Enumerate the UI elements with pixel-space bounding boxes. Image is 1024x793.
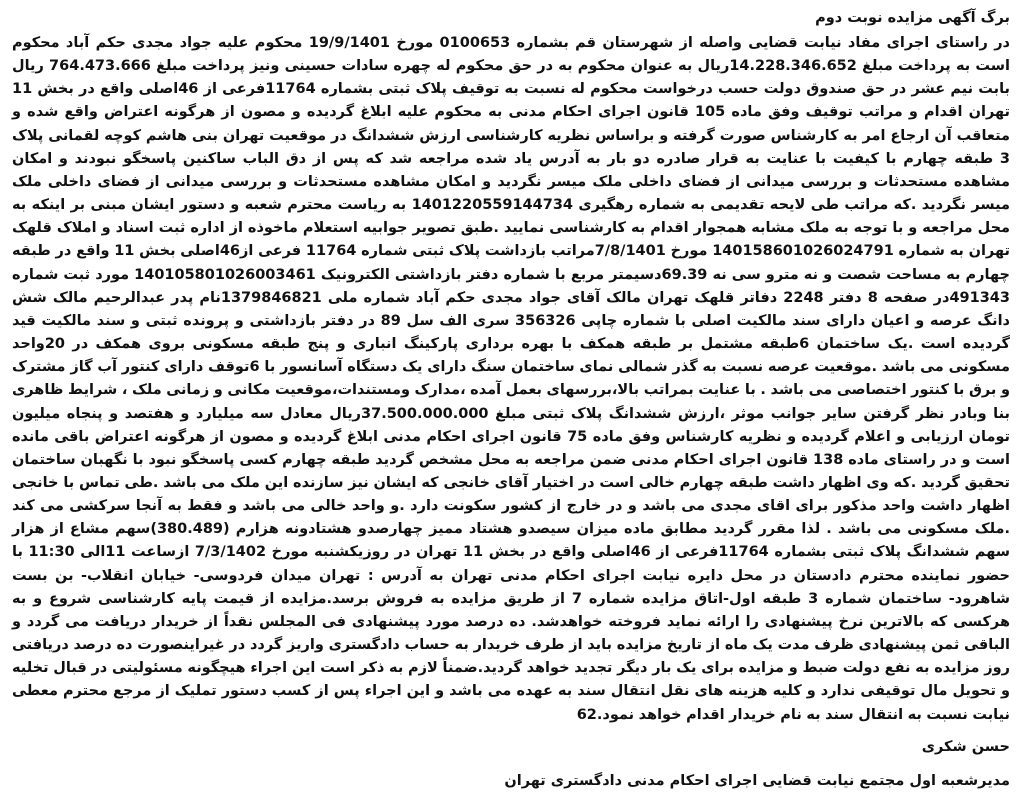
signatory-office: مدیرشعبه اول مجتمع نیابت قضایی اجرای احکام مدنی دادگستری تهران [504,772,1010,789]
notice-heading: برگ آگهی مزایده نوبت دوم [815,10,1010,26]
signatory-name: حسن شکری [921,738,1010,755]
notice-body: در راستای اجرای مفاد نیابت قضایی واصله از شهرستان قم بشماره 0100653 مورخ 19/9/1401 محکوم علیه جواد مجدی حکم آباد محکوم است به پرداخت مبلغ 14.228.346.652ریال به عنوان محکوم به در حق محکوم له چهره سادات حسینی ونیز پرداخت مبلغ 764.473.666 ریال بابت نیم عشر در حق صندوق دولت حسب درخواست محکوم له نسبت به توقیف پلاک ثبتی بشماره 11764فرعی از 46اصلی واقع در بخش 11 تهران اقدام و مراتب توقیف وفق ماده 105 قانون اجرای احکام مدنی به محکوم علیه ابلاغ گردیده و مصون از هرگونه اعتراض واقع شده و متعاقب آن ارجاع امر به کارشناس صورت گرفته و براساس نظریه کارشناسی ارزش ششدانگ در موقعیت تهران بنی هاشم کوچه لقمانی پلاک 3 طبقه چهارم با کیفیت با عنایت به قرار صادره دو بار به آدرس یاد شده مراجعه شد که پس از دق الباب ساکنین پاسخگو نبودند و امکان مشاهده مستحدثات و بررسی میدانی از فضای داخلی ملک میسر نگردید و امکان مشاهده مستحدثات و بررسی میدانی از فضای داخلی ملک میسر نگردید .که مراتب طی لایحه تقدیمی به شماره رهگیری 1401220559144734 به ریاست محترم شعبه و دستور ایشان مبنی بر اینکه به محل مراجعه و با توجه به ملک مشابه همجوار اقدام به کارشناسی نمایید .طبق تصویر جوابیه استعلام ماخوذه از اداره ثبت اسناد و املاک قلهک تهران به شماره 140158601026024791 مورخ 7/8/1401مراتب بازداشت پلاک ثبتی شماره 11764 فرعی از46اصلی بخش 11 واقع در طبقه چهارم به مساحت شصت و نه مترو سی نه 69.39دسیمتر مربع با شماره دفتر بازداشتی الکترونیک 140105801026003461 مورد ثبت شماره 491343در صفحه 8 دفتر 2248 دفاتر قلهک تهران مالک آقای جواد مجدی حکم آباد شماره ملی 1379846821نام پدر عبدالرحیم مالک شش دانگ عرصه و اعیان دارای سند مالکیت اصلی با شماره چاپی 356326 سری الف سل 89 در دفتر بازداشتی و پرونده ثبتی و سند مالکیت قید گردیده است .یک ساختمان 6طبقه مشتمل بر طبقه همکف با بهره برداری پارکینگ انباری و پنج طبقه مسکونی بروی همکف در 20واحد مسکونی می باشد .موقعیت عرصه نسبت به گذر شمالی نمای ساختمان سنگ دارای یک دستگاه آسانسور با 6توقف دارای کنتور آب گاز مشترک و برق با کنتور اختصاصی می باشد . با عنایت بمراتب بالا،بررسهای بعمل آمده ،مدارک ومستندات،موقعیت مکانی و زمانی ملک ، شرایط ظاهری بنا وبادر نظر گرفتن سایر جوانب موثر ،ارزش ششدانگ پلاک ثبتی مبلغ 37.500.000.000ریال معادل سه میلیارد و هفتصد و پنجاه میلیون تومان ارزیابی و اعلام گردیده و نظریه کارشناس وفق ماده 75 قانون اجرای احکام مدنی ابلاغ گردیده و مصون از هرگونه اعتراض باقی مانده است و در راستای ماده 138 قانون اجرای احکام مدنی ضمن مراجعه به محل مشخص گردید طبقه چهارم کسی پاسخگو نبود با نگهبان ساختمان تحقیق گردید .که وی اظهار داشت طبقه چهارم خالی است در اختیار آقای خانجی که ایشان نیز سازنده این ملک می باشد .طی تماس با خانجی اظهار داشت واحد مذکور برای اقای مجدی می باشد و در خارج از کشور سکونت دارد .و واحد خالی می باشد و فقط به آنجا سرکشی می کند .ملک مسکونی می باشد . لذا مقرر گردید مطابق ماده میزان سیصدو هشتاد ممیز چهارصدو هشتادونه هزارم (380.489)سهم مشاع از هزار سهم ششدانگ پلاک ثبتی بشماره 11764فرعی از 46اصلی واقع در بخش 11 تهران در روزیکشنبه مورخ 7/3/1402 ازساعت 11الی 11:30 با حضور نماینده محترم دادستان در محل دایره نیابت اجرای احکام مدنی تهران به آدرس : تهران میدان فردوسی- خیابان انقلاب- بن بست شاهرود- ساختمان شماره 3 طبقه اول-اتاق مزایده شماره 7 از طریق مزایده به فروش برسد.مزایده از قیمت پایه کارشناسی شروع و به هرکسی که بالاترین نرخ پیشنهادی را ارائه نماید فروخته خواهدشد. ده درصد مورد پیشنهادی فی المجلس نقداً از خریدار دریافت می گردد و الباقی ثمن پیشنهادی ظرف مدت یک ماه از تاریخ مزایده باید از طرف خریدار به حساب دادگستری واریز گردد در غیراینصورت ده درصد دریافتی روز مزایده به نفع دولت ضبط و مزایده برای یک بار دیگر تجدید خواهد گردید.ضمناً لازم به ذکر است این اجراء هیچگونه مسئولیتی در قبال تخلیه و تحویل مال توقیفی ندارد و کلیه هزینه های نقل انتقال سند به عهده می باشد و این اجراء پس از کسب دستور تملیک از مرجع محترم معطی نیابت نسبت به انتقال سند به نام خریدار اقدام خواهد نمود.62 [12,35,1011,723]
